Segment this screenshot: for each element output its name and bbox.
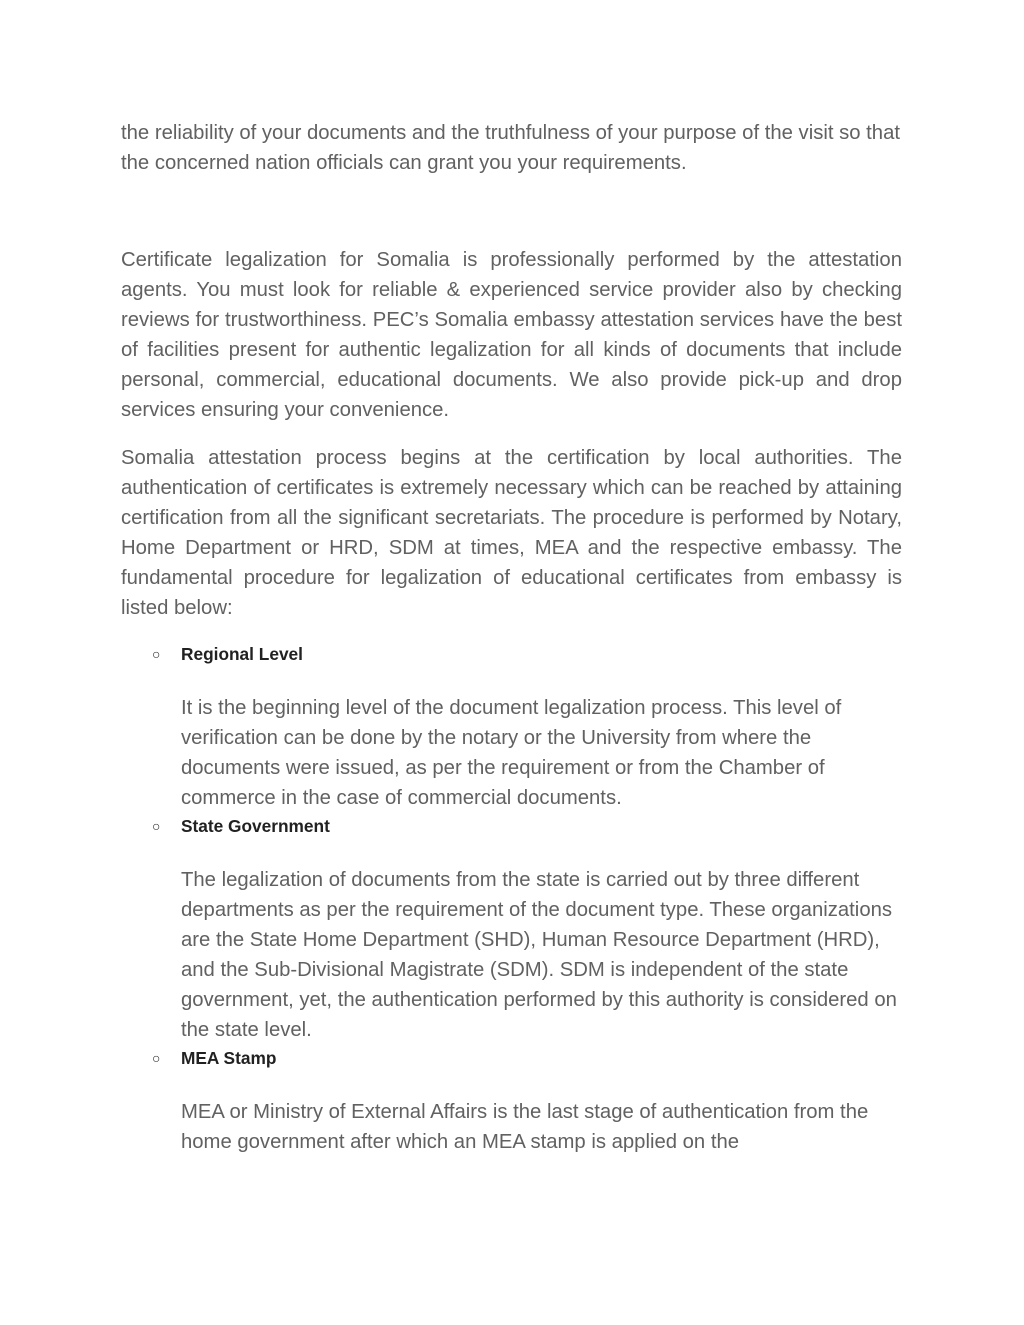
step-body: It is the beginning level of the document legalization process. This level of verification can be done by the notary or the University from where the documents were issued, as per the requirement or from the Chamber of commerce in the case of commercial documents. (181, 697, 842, 809)
list-item (121, 639, 902, 813)
document-page (121, 118, 902, 1157)
step-title: Regional Level (181, 644, 303, 664)
legalization-paragraph: Certificate legalization for Somalia is professionally performed by the attestation agents. You must look for reliable & experienced service provider also by checking reviews for trustworthiness. PEC’s Somalia embassy attestation services have the best of facilities present for authentic legalization for all kinds of documents that include personal, commercial, educational documents. We also provide pick-up and drop services ensuring your convenience. (121, 249, 902, 421)
list-item (121, 811, 902, 1045)
step-title: State Government (181, 816, 330, 836)
steps-list (121, 639, 902, 1157)
process-paragraph: Somalia attestation process begins at the certification by local authorities. The authentication of certificates is extremely necessary which can be reached by attaining certification from all the significant secretariats. The procedure is performed by Notary, Home Department or HRD, SDM at times, MEA and the respective embassy. The fundamental procedure for legalization of educational certificates from embassy is listed below: (121, 447, 902, 619)
step-body: MEA or Ministry of External Affairs is the last stage of authentication from the home government after which an MEA stamp is applied on the (181, 1101, 869, 1153)
step-title: MEA Stamp (181, 1048, 277, 1068)
bullet-icon: ○ (152, 646, 161, 662)
intro-paragraph: the reliability of your documents and the truthfulness of your purpose of the visit so that the concerned nation officials can grant you your requirements. (121, 122, 901, 174)
step-body: The legalization of documents from the state is carried out by three different departments as per the requirement of the document type. These organizations are the State Home Department (SHD), Human Resource Department (HRD), and the Sub-Divisional Magistrate (SDM). SDM is independent of the state government, yet, the authentication performed by this authority is considered on the state level. (181, 869, 897, 1041)
list-item (121, 1043, 902, 1157)
bullet-icon: ○ (152, 1050, 161, 1066)
bullet-icon: ○ (152, 818, 161, 834)
